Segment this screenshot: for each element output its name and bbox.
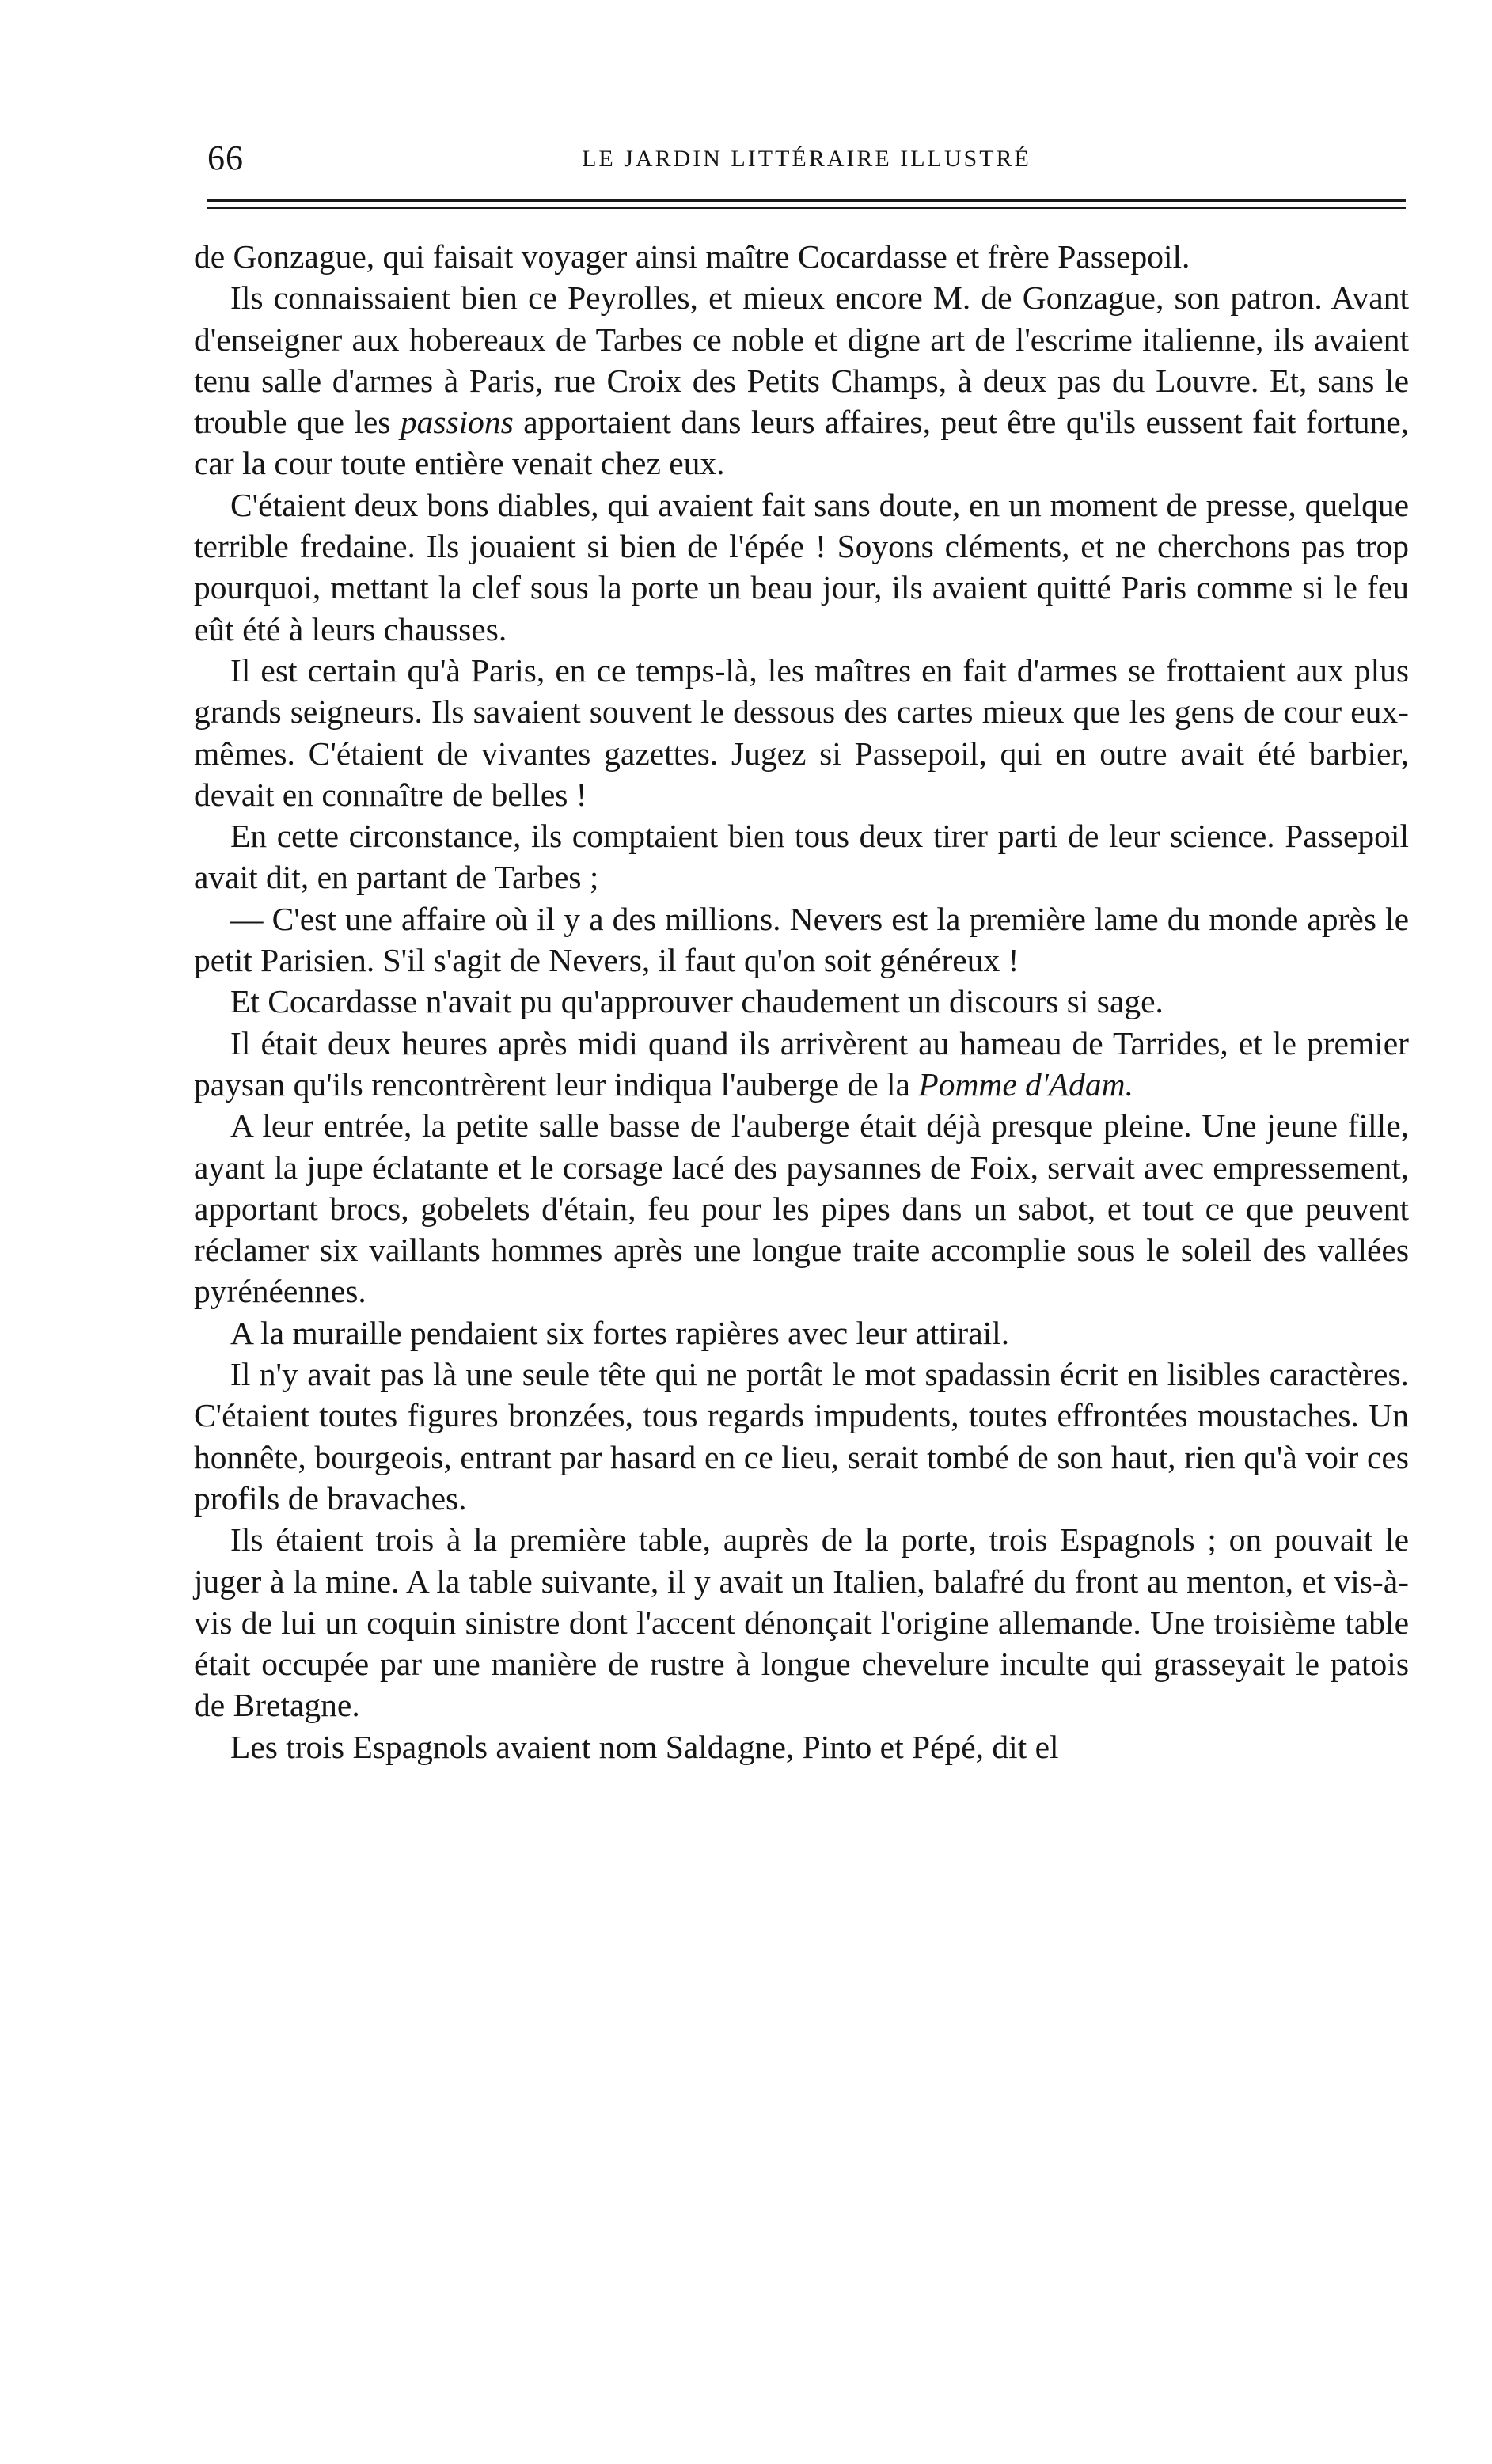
paragraph: Les trois Espagnols avaient nom Saldagne, Pinto et Pépé, dit el — [230, 1728, 1059, 1765]
paragraph: Il était deux heures après midi quand ils arrivèrent au hameau de Tarrides, et le premier paysan qu'ils rencontrèrent leur indiqua l'auberge de la Pomme d'Adam. — [194, 1024, 1409, 1103]
page-header — [207, 135, 1406, 190]
paragraph: A la muraille pendaient six fortes rapières avec leur attirail. — [230, 1314, 1010, 1351]
paragraph: Ils connaissaient bien ce Peyrolles, et mieux encore M. de Gonzague, son patron. Avant d'enseigner aux hobereaux de Tarbes ce noble et digne art de l'escrime italienne, ils avaient tenu salle d'armes à Paris, rue Croix des Petits Champs, à deux pas du Louvre. Et, sans le trouble que les passions apportaient dans leurs affaires, peut être qu'ils eussent fait fortune, car la cour toute entière venait chez eux. — [194, 279, 1409, 482]
paragraph: Il n'y avait pas là une seule tête qui ne portât le mot spadassin écrit en lisibles caractères. C'étaient toutes figures bronzées, tous regards impudents, toutes effrontées moustaches. Un honnête, bourgeois, entrant par hasard en ce lieu, serait tombé de son haut, rien qu'à voir ces profils de bravaches. — [194, 1356, 1409, 1517]
body-text — [194, 236, 1409, 1767]
paragraph: A leur entrée, la petite salle basse de l'auberge était déjà presque pleine. Une jeune fille, ayant la jupe éclatante et le corsage lacé des paysannes de Foix, servait avec empressement, apportant brocs, gobelets d'étain, feu pour les pipes dans un sabot, et tout ce que peuvent réclamer six vaillants hommes après une longue traite accomplie sous le soleil des vallées pyrénéennes. — [194, 1107, 1409, 1310]
paragraph: — C'est une affaire où il y a des millions. Nevers est la première lame du monde après le petit Parisien. S'il s'agit de Nevers, il faut qu'on soit généreux ! — [194, 900, 1409, 979]
italic-inn-name: Pomme d'Adam. — [918, 1065, 1133, 1103]
paragraph: Et Cocardasse n'avait pu qu'approuver chaudement un discours si sage. — [230, 983, 1164, 1020]
paragraph: Il est certain qu'à Paris, en ce temps-là, les maîtres en fait d'armes se frottaient aux plus grands seigneurs. Ils savaient souvent le dessous des cartes mieux que les gens de cour eux-mêmes. C'étaient de vivantes gazettes. Jugez si Passepoil, qui en outre avait été barbier, devait en connaître de belles ! — [194, 651, 1409, 813]
header-rule-bottom — [207, 207, 1406, 209]
paragraph: de Gonzague, qui faisait voyager ainsi maître Cocardasse et frère Passepoil. — [194, 238, 1190, 275]
paragraph: C'étaient deux bons diables, qui avaient fait sans doute, en un moment de presse, quelque terrible fredaine. Ils jouaient si bien de l'épée ! Soyons cléments, et ne cherchons pas trop pourquoi, mettant la clef sous la porte un beau jour, ils avaient quitté Paris comme si le feu eût été à leurs chausses. — [194, 486, 1409, 647]
italic-word: passions — [400, 404, 514, 441]
page-number: 66 — [207, 139, 244, 177]
header-rule-top — [207, 199, 1406, 202]
running-title: LE JARDIN LITTÉRAIRE ILLUSTRÉ — [582, 146, 1031, 172]
paragraph: Ils étaient trois à la première table, auprès de la porte, trois Espagnols ; on pouvait le juger à la mine. A la table suivante, il y avait un Italien, balafré du front au menton, et vis-à-vis de lui un coquin sinistre dont l'accent dénonçait l'origine allemande. Une troisième table était occupée par une manière de rustre à longue chevelure inculte qui grasseyait le patois de Bretagne. — [194, 1521, 1409, 1724]
paragraph: En cette circonstance, ils comptaient bien tous deux tirer parti de leur science. Passepoil avait dit, en partant de Tarbes ; — [194, 818, 1409, 896]
